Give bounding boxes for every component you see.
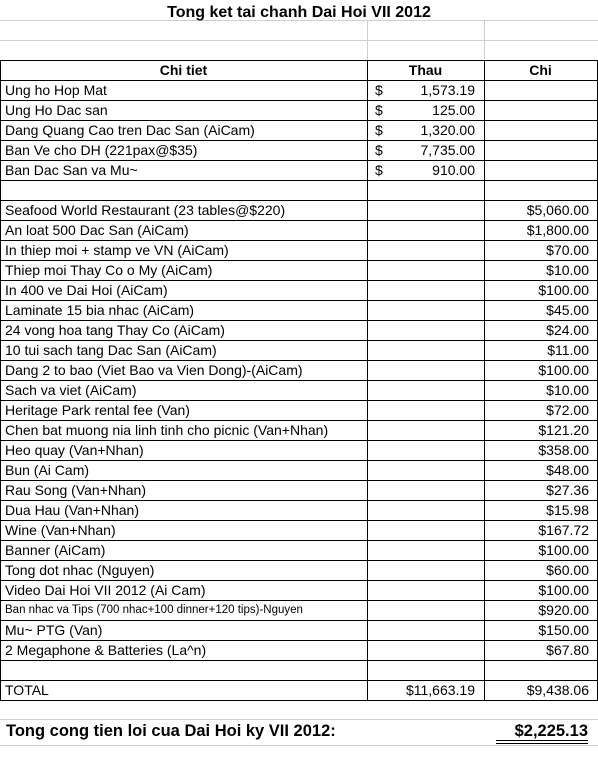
sheet-title: Tong ket tai chanh Dai Hoi VII 2012 — [167, 4, 431, 21]
income-row-amount: 1,573.19 — [420, 82, 475, 98]
expense-row-label: Tong dot nhac (Nguyen) — [5, 562, 155, 578]
expense-row-label: Dua Hau (Van+Nhan) — [5, 502, 139, 518]
expense-row-amount: $121.20 — [538, 422, 589, 438]
income-row-label: Ung ho Hop Mat — [5, 82, 107, 98]
expense-row-label: Rau Song (Van+Nhan) — [5, 482, 146, 498]
row-divider — [0, 180, 598, 181]
income-row-amount: 125.00 — [432, 102, 475, 118]
expense-row-amount: $11.00 — [547, 342, 589, 358]
expense-row-label: Heritage Park rental fee (Van) — [5, 402, 190, 418]
expense-row-amount: $10.00 — [546, 262, 589, 278]
currency-symbol: $ — [375, 102, 383, 118]
expense-row-amount: $100.00 — [538, 362, 589, 378]
expense-row-label: 10 tui sach tang Dac San (AiCam) — [5, 342, 217, 358]
expense-row-amount: $5,060.00 — [526, 202, 589, 218]
expense-row-label: In 400 ve Dai Hoi (AiCam) — [5, 282, 168, 298]
expense-row-label: Banner (AiCam) — [5, 542, 106, 558]
income-row-label: Ung Ho Dac san — [5, 102, 108, 118]
expense-row-amount: $70.00 — [546, 242, 589, 258]
expense-row-label: Sach va viet (AiCam) — [5, 382, 137, 398]
expense-row-amount: $100.00 — [538, 282, 589, 298]
header-income: Thau — [408, 62, 443, 78]
expense-row-amount: $10.00 — [546, 382, 589, 398]
expense-row-label: Bun (Ai Cam) — [5, 462, 90, 478]
currency-symbol: $ — [375, 82, 383, 98]
total-label: TOTAL — [5, 682, 49, 698]
income-row-label: Ban Dac San va Mu~ — [5, 162, 138, 178]
expense-row-label: An loat 500 Dac San (AiCam) — [5, 222, 189, 238]
expense-row-amount: $60.00 — [546, 562, 589, 578]
row-divider — [0, 660, 598, 661]
expense-row-label: In thiep moi + stamp ve VN (AiCam) — [5, 242, 229, 258]
header-detail: Chi tiet — [159, 62, 208, 78]
header-expense: Chi — [529, 62, 552, 78]
total-expense: $9,438.06 — [526, 682, 589, 698]
income-row-amount: 910.00 — [432, 162, 475, 178]
expense-row-amount: $100.00 — [538, 542, 589, 558]
expense-row-label: Seafood World Restaurant (23 tables@$220) — [5, 202, 286, 218]
expense-row-label: Dang 2 to bao (Viet Bao va Vien Dong)-(AiCam) — [5, 362, 303, 378]
expense-row-label: 24 vong hoa tang Thay Co (AiCam) — [5, 322, 225, 338]
total-income: $11,663.19 — [405, 682, 475, 698]
expense-row-amount: $920.00 — [538, 602, 589, 618]
table-border-bottom — [0, 700, 598, 701]
currency-symbol: $ — [375, 162, 383, 178]
double-underline-top — [496, 740, 588, 741]
expense-row-label: 2 Megaphone & Batteries (La^n) — [5, 642, 207, 658]
currency-symbol: $ — [375, 142, 383, 158]
income-row-amount: 7,735.00 — [420, 142, 475, 158]
income-row-label: Dang Quang Cao tren Dac San (AiCam) — [5, 122, 255, 138]
expense-row-label: Heo quay (Van+Nhan) — [5, 442, 144, 458]
gridline — [367, 20, 368, 60]
gridline — [484, 20, 485, 60]
gridline — [0, 745, 598, 746]
grand-total-amount: $2,225.13 — [514, 722, 588, 740]
income-row-amount: 1,320.00 — [420, 122, 475, 138]
expense-row-amount: $167.72 — [538, 522, 589, 538]
currency-symbol: $ — [375, 122, 383, 138]
expense-row-label: Chen bat muong nia linh tinh cho picnic (Van+Nhan) — [5, 422, 329, 438]
expense-row-label: Wine (Van+Nhan) — [5, 522, 116, 538]
expense-row-label: Video Dai Hoi VII 2012 (Ai Cam) — [5, 582, 206, 598]
expense-row-amount: $150.00 — [538, 622, 589, 638]
expense-row-amount: $45.00 — [546, 302, 589, 318]
expense-row-label: Thiep moi Thay Co o My (AiCam) — [5, 262, 213, 278]
expense-row-amount: $27.36 — [546, 482, 589, 498]
grand-total-label: Tong cong tien loi cua Dai Hoi ky VII 2012: — [6, 722, 336, 740]
expense-row-label: Laminate 15 bia nhac (AiCam) — [5, 302, 195, 318]
expense-row-amount: $24.00 — [546, 322, 589, 338]
expense-row-label: Ban nhac va Tips (700 nhac+100 dinner+120 tips)-Nguyen — [5, 604, 303, 616]
expense-row-amount: $1,800.00 — [526, 222, 589, 238]
gridline — [0, 40, 598, 41]
income-row-label: Ban Ve cho DH (221pax@$35) — [5, 142, 198, 158]
expense-row-amount: $72.00 — [546, 402, 589, 418]
expense-row-amount: $100.00 — [538, 582, 589, 598]
expense-row-amount: $15.98 — [546, 502, 589, 518]
double-underline-bottom — [496, 743, 588, 744]
expense-row-amount: $48.00 — [546, 462, 589, 478]
expense-row-amount: $67.80 — [546, 642, 589, 658]
expense-row-label: Mu~ PTG (Van) — [5, 622, 103, 638]
expense-row-amount: $358.00 — [538, 442, 589, 458]
